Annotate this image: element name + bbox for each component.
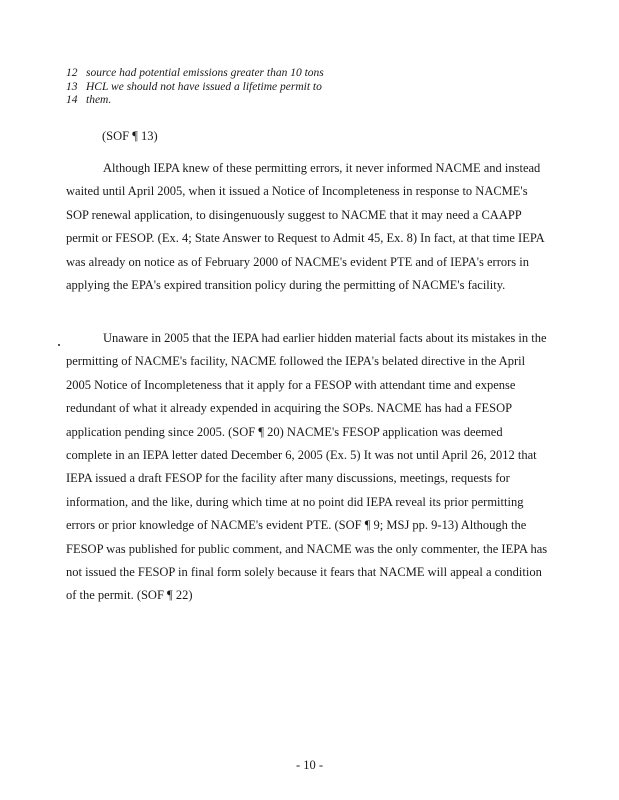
paragraph-line: of the permit. (SOF ¶ 22) bbox=[66, 588, 193, 603]
quote-text: HCL we should not have issued a lifetime permit to bbox=[86, 80, 322, 93]
paragraph-line: not issued the FESOP in final form solely because it fears that NACME will appeal a condition bbox=[66, 565, 542, 580]
testimony-quote bbox=[66, 67, 406, 108]
paragraph-2 bbox=[66, 327, 548, 608]
citation: (SOF ¶ 13) bbox=[102, 129, 158, 143]
paragraph-line: information, and the like, during which time at no point did IEPA reveal its prior permitting bbox=[66, 494, 524, 509]
paragraph-line: waited until April 2005, when it issued a Notice of Incompleteness in response to NACME's bbox=[66, 184, 528, 199]
quote-line bbox=[66, 94, 406, 108]
paragraph-line: applying the EPA's expired transition policy during the permitting of NACME's facility. bbox=[66, 278, 506, 293]
line-number: 12 bbox=[66, 67, 78, 79]
line-number: 13 bbox=[66, 80, 78, 93]
paragraph-line: FESOP was published for public comment, and NACME was the only commenter, the IEPA has bbox=[66, 541, 548, 556]
paragraph-line: Although IEPA knew of these permitting errors, it never informed NACME and instead bbox=[103, 161, 541, 175]
paragraph-line: 2005 Notice of Incompleteness that it apply for a FESOP with attendant time and expense bbox=[66, 377, 516, 392]
paragraph-1 bbox=[66, 157, 548, 297]
paragraph-line: application pending since 2005. (SOF ¶ 20) NACME's FESOP application was deemed bbox=[66, 424, 503, 439]
page-number: - 10 - bbox=[295, 758, 324, 772]
paragraph-line: IEPA issued a draft FESOP for the facility after many discussions, meetings, requests for bbox=[66, 471, 510, 486]
paragraph-line: complete in an IEPA letter dated December 6, 2005 (Ex. 5) It was not until April 26, 2012 that bbox=[66, 448, 537, 463]
quote-text: them. bbox=[86, 94, 112, 106]
paragraph-line: errors or prior knowledge of NACME's evident PTE. (SOF ¶ 9; MSJ pp. 9-13) Although the bbox=[66, 518, 527, 533]
line-number: 14 bbox=[66, 94, 78, 106]
quote-text: source had potential emissions greater than 10 tons bbox=[86, 67, 324, 79]
paragraph-line: redundant of what it already expended in acquiring the SOPs. NACME has had a FESOP bbox=[66, 401, 513, 416]
scan-speck bbox=[58, 344, 60, 346]
quote-line bbox=[66, 67, 406, 81]
paragraph-line: was already on notice as of February 2000 of NACME's evident PTE and of IEPA's errors in bbox=[66, 254, 529, 269]
paragraph-line: SOP renewal application, to disingenuously suggest to NACME that it may need a CAAPP bbox=[66, 207, 522, 222]
paragraph-line: permit or FESOP. (Ex. 4; State Answer to Request to Admit 45, Ex. 8) In fact, at that time IEPA bbox=[66, 231, 545, 246]
paragraph-line: Unaware in 2005 that the IEPA had earlier hidden material facts about its mistakes in the bbox=[103, 331, 547, 345]
quote-line bbox=[66, 81, 406, 95]
paragraph-line: permitting of NACME's facility, NACME followed the IEPA's belated directive in the April bbox=[66, 354, 526, 369]
